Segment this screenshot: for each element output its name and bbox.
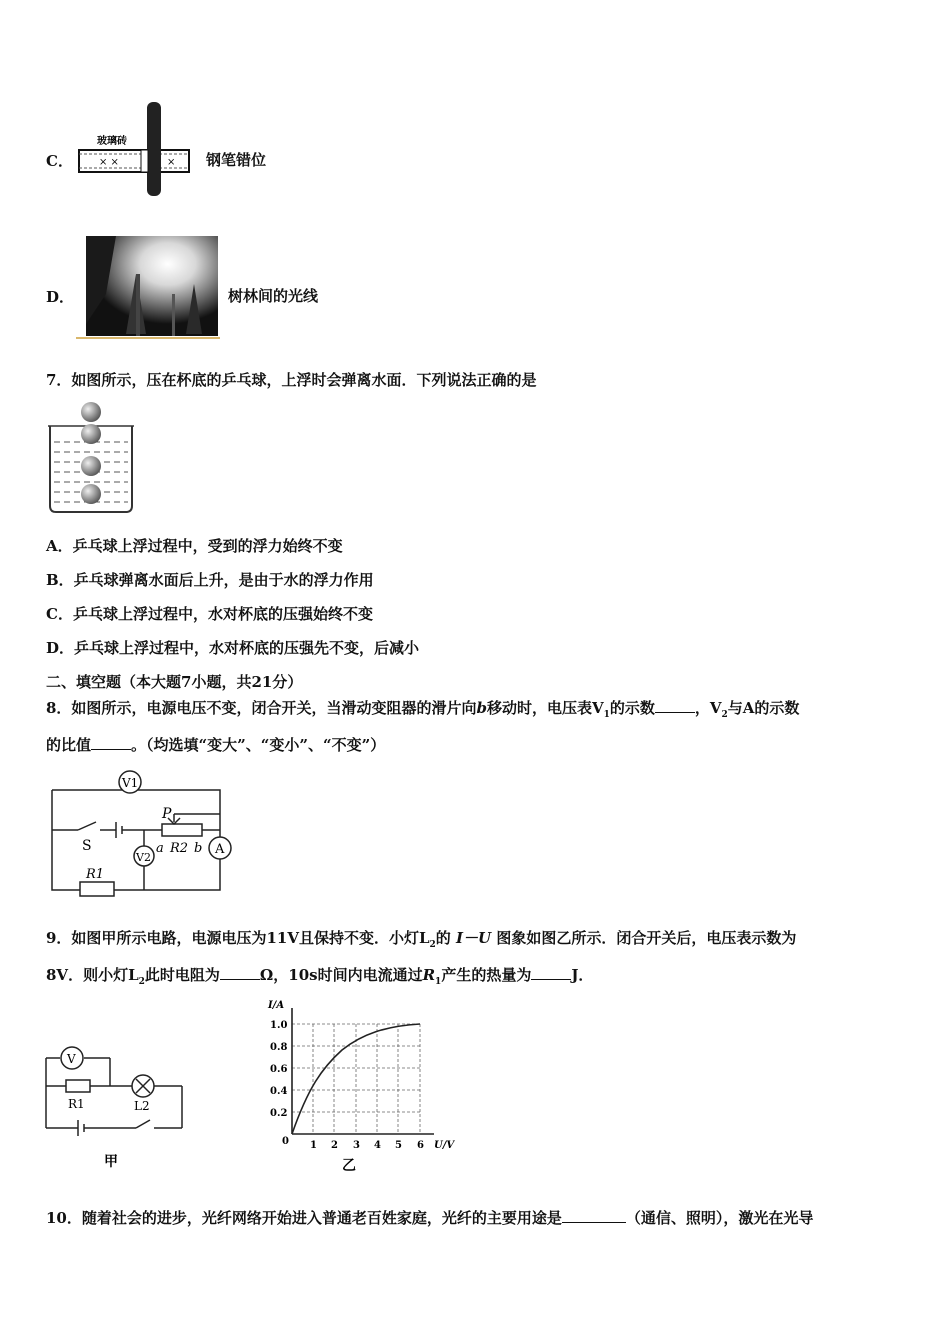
- q10-text: 10．随着社会的进步，光纤网络开始进入普通老百姓家庭，光纤的主要用途是 （通信、照明），激光在光导: [46, 1209, 814, 1227]
- y-tick: 0.2: [270, 1108, 288, 1119]
- q8-r1-label: R1: [86, 867, 105, 882]
- ball-1: [81, 402, 101, 422]
- q8-line1: 8．如图所示，电源电压不变，闭合开关，当滑动变阻器的滑片向b移动时，电压表$V_1$的示数 ，$V_2$与A的示数: [46, 699, 800, 720]
- x-tick: 2: [331, 1140, 338, 1151]
- forest-light-photo: [76, 234, 222, 340]
- q9-voltmeter-label: V: [67, 1052, 76, 1066]
- q8-switch-label: S: [82, 838, 92, 854]
- x-tick: 1: [310, 1140, 317, 1151]
- q7-stem: 7．如图所示，压在杯底的乒乓球，上浮时会弹离水面．下列说法正确的是: [46, 371, 537, 389]
- q9-line1: 9．如图甲所示电路，电源电压为11V且保持不变．小灯$L_2$的 I－U 图象如图乙所示．闭合开关后，电压表示数为: [46, 929, 797, 950]
- q9-fig-jia-caption: 甲: [104, 1154, 118, 1170]
- q9-circuit-jia: [42, 1040, 192, 1174]
- section-title: 二、填空题（本大题7小题，共21分）: [46, 673, 303, 691]
- q8-circuit: [44, 768, 244, 898]
- q8-line2: 的比值 。（均选填“变大”、“变小”、“不变”）: [46, 736, 386, 754]
- q9-iu-graph: [262, 998, 462, 1176]
- q9-l2-label: L2: [134, 1099, 150, 1113]
- ball-2: [81, 424, 101, 444]
- x-tick: 5: [395, 1140, 402, 1151]
- q8-v1-label: V1: [122, 776, 139, 790]
- svg-text:× ×: × ×: [99, 157, 119, 168]
- q8-r2-label: R2: [170, 841, 189, 856]
- glass-pen-figure: [75, 98, 195, 198]
- x-tick: 4: [374, 1140, 381, 1151]
- q7-option-c: C．乒乓球上浮过程中，水对杯底的压强始终不变: [46, 605, 373, 623]
- y-tick: 0.6: [270, 1064, 288, 1075]
- y-tick: 0.8: [270, 1042, 288, 1053]
- y-tick: 1.0: [270, 1020, 288, 1031]
- option-c-caption: 钢笔错位: [206, 151, 267, 169]
- option-d-caption: 树林间的光线: [228, 287, 319, 305]
- q8-b-end: b: [194, 841, 203, 856]
- q8-a-end: a: [156, 841, 164, 856]
- q8-ammeter-label: A: [215, 842, 225, 857]
- glass-label: 玻璃砖: [97, 136, 127, 147]
- q7-option-d: D．乒乓球上浮过程中，水对杯底的压强先不变，后减小: [46, 639, 420, 657]
- q9-graph-xlabel: U/V: [434, 1140, 455, 1151]
- q8-slider-label: P: [162, 806, 172, 822]
- q7-option-a: A．乒乓球上浮过程中，受到的浮力始终不变: [46, 537, 343, 555]
- q9-graph-origin: 0: [282, 1136, 289, 1147]
- beaker-figure: [46, 398, 138, 518]
- svg-text:×: ×: [167, 157, 176, 168]
- ball-4: [81, 484, 101, 504]
- y-tick: 0.4: [270, 1086, 288, 1097]
- option-d-label: D．: [46, 288, 75, 306]
- ball-3: [81, 456, 101, 476]
- q9-graph-ylabel: I/A: [268, 1000, 285, 1011]
- q9-fig-yi-caption: 乙: [342, 1158, 356, 1174]
- q9-line2: 8V．则小灯$L_2$此时电阻为 Ω，10s时间内电流通过$R_1$产生的热量为 J．: [46, 966, 594, 987]
- option-c-label: C．: [46, 152, 73, 170]
- q7-option-b: B．乒乓球弹离水面后上升，是由于水的浮力作用: [46, 571, 374, 589]
- q8-v2-label: V2: [136, 851, 151, 864]
- x-tick: 3: [353, 1140, 360, 1151]
- x-tick: 6: [417, 1140, 424, 1151]
- q9-r1-label: R1: [68, 1097, 85, 1111]
